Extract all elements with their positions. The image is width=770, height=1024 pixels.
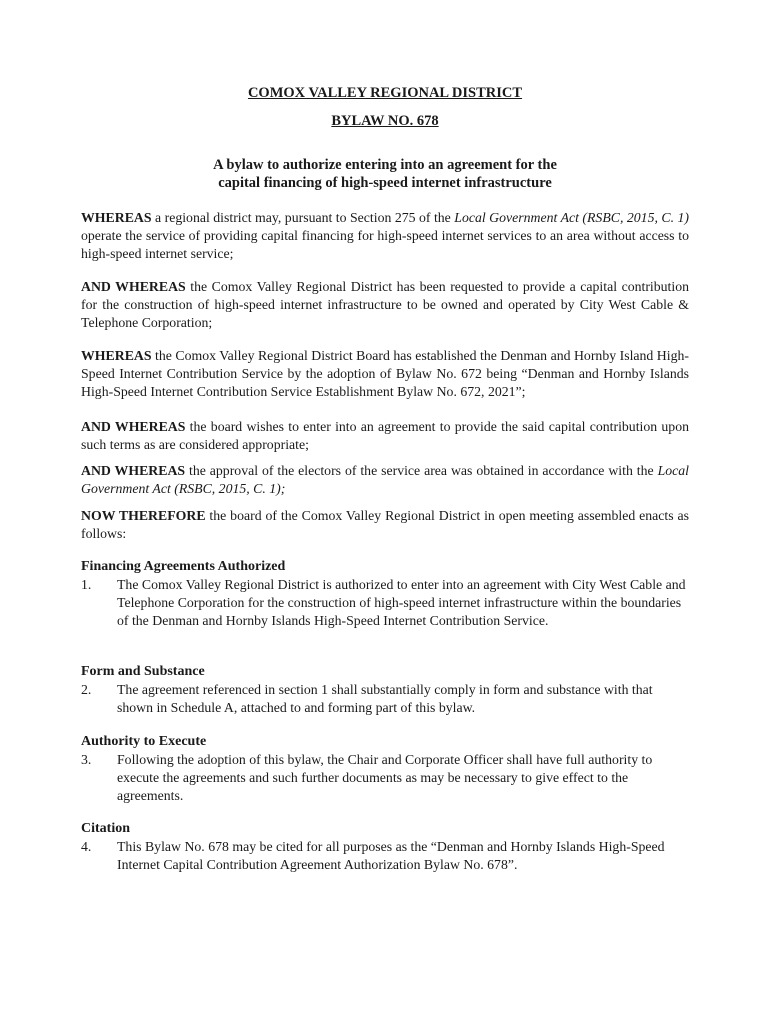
bylaw-number: BYLAW NO. 678 — [331, 113, 439, 129]
section-text-4: This Bylaw No. 678 may be cited for all purposes as the “Denman and Hornby Islands High-Speed Internet Capital Contribution Agreement Authorization Bylaw No. 678”. — [117, 839, 665, 872]
section-text-1: The Comox Valley Regional District is authorized to enter into an agreement with City West Cable and Telephone Corporation for the construction of high-speed internet infrastructure within the boundaries of the Denman and Hornby Islands High-Speed Internet Contribution Service. — [117, 577, 686, 628]
recital-4: AND WHEREAS the board wishes to enter into an agreement to provide the said capital contribution upon such terms as are considered appropriate; — [81, 419, 690, 452]
section-number-1: 1. — [81, 577, 92, 592]
recital-now-therefore: NOW THEREFORE the board of the Comox Valley Regional District in open meeting assembled enacts as follows: — [81, 508, 689, 541]
section-heading-2: Form and Substance — [81, 664, 205, 679]
section-heading-4: Citation — [81, 821, 130, 836]
recital-5: AND WHEREAS the approval of the electors of the service area was obtained in accordance with the Local Government Act (RSBC, 2015, C. 1); — [81, 463, 689, 496]
document-title: COMOX VALLEY REGIONAL DISTRICT — [247, 85, 523, 101]
section-heading-3: Authority to Execute — [81, 734, 207, 749]
bylaw-purpose-line-1: A bylaw to authorize entering into an agreement for the — [213, 157, 557, 173]
section-number-4: 4. — [81, 839, 92, 854]
section-text-2: The agreement referenced in section 1 shall substantially comply in form and substance with that shown in Schedule A, attached to and forming part of this bylaw. — [117, 682, 653, 715]
recital-1: WHEREAS a regional district may, pursuant to Section 275 of the Local Government Act (RSBC, 2015, C. 1) operate the service of providing capital financing for high-speed internet services to an area without access to high-speed internet service; — [81, 210, 689, 261]
section-number-3: 3. — [81, 752, 92, 767]
section-heading-1: Financing Agreements Authorized — [81, 559, 286, 574]
section-text-3: Following the adoption of this bylaw, the Chair and Corporate Officer shall have full authority to execute the agreements and such further documents as may be necessary to give effect to the agreements. — [117, 752, 653, 803]
bylaw-purpose-line-2: capital financing of high-speed internet infrastructure — [218, 175, 552, 191]
section-number-2: 2. — [81, 682, 92, 697]
recital-2: AND WHEREAS the Comox Valley Regional District has been requested to provide a capital contribution for the construction of high-speed internet infrastructure to be owned and operated by City West Cable & Telephone Corporation; — [81, 279, 690, 330]
recital-3: WHEREAS the Comox Valley Regional District Board has established the Denman and Hornby Island High-Speed Internet Contribution Service by the adoption of Bylaw No. 672 being “Denman and Hornby Islands High-Speed Internet Contribution Service Establishment Bylaw No. 672, 2021”; — [81, 348, 689, 399]
